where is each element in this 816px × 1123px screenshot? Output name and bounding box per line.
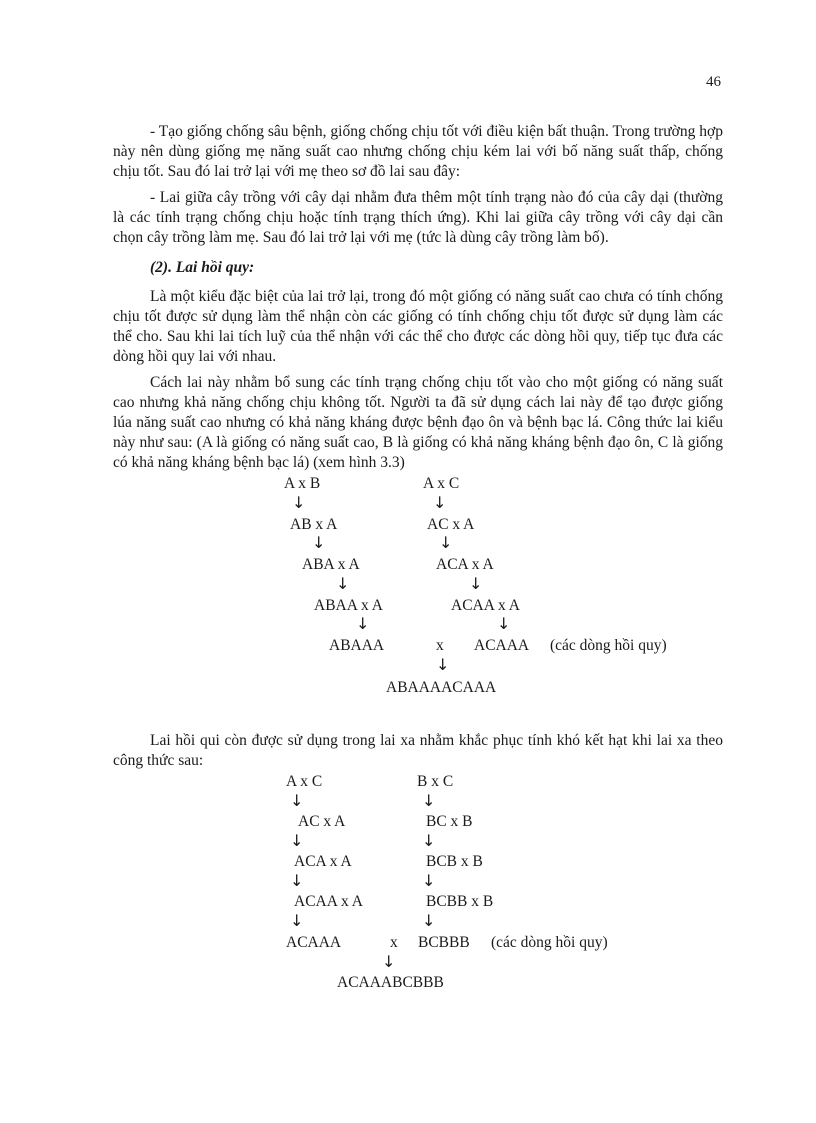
diagram-node: BCBB x B (426, 893, 494, 910)
down-arrow-icon: ↓ (336, 574, 350, 593)
down-arrow-icon: ↓ (312, 533, 326, 552)
down-arrow-icon: ↓ (290, 791, 304, 810)
diagram-node: A x B (284, 475, 321, 492)
down-arrow-icon: ↓ (433, 493, 447, 512)
down-arrow-icon: ↓ (292, 493, 306, 512)
diagram-node: B x C (417, 773, 454, 790)
diagram-node: AC x A (427, 516, 475, 533)
paragraph: Cách lai này nhằm bổ sung các tính trạng chống chịu tốt vào cho một giống có năng suất cao nhưng khả năng chống chịu không tốt. Người ta đã sử dụng cách lai này để tạo được giống lúa năng suất cao nhưng có khả năng kháng được bệnh đạo ôn và bệnh bạc lá. Công thức lai kiểu này như sau: (A là giống có năng suất cao, B là giống có khả năng kháng bệnh đạo ôn, C là giống có khả năng kháng bệnh bạc lá) (xem hình 3.3) (113, 374, 723, 471)
diagram-node: ACAAA (474, 637, 530, 654)
diagram-node: ACAA x A (294, 893, 363, 910)
diagram-node: BCB x B (426, 853, 483, 870)
down-arrow-icon: ↓ (422, 871, 436, 890)
diagram-node: ACA x A (436, 556, 494, 573)
down-arrow-icon: ↓ (436, 655, 450, 674)
cross-symbol: x (436, 637, 444, 654)
paragraph: - Lai giữa cây trồng với cây dại nhằm đưa thêm một tính trạng nào đó của cây dại (thường là các tính trạng chống chịu hoặc tính trạng thích ứng). Khi lai giữa cây trồng với cây dại cần chọn cây trồng làm mẹ. Sau đó lai trở lại với mẹ (tức là dùng cây trồng làm bố). (113, 189, 723, 246)
down-arrow-icon: ↓ (290, 831, 304, 850)
diagram-node: AB x A (290, 516, 338, 533)
diagram-node: ACAAA (286, 934, 342, 951)
diagram-note: (các dòng hồi quy) (491, 934, 608, 951)
down-arrow-icon: ↓ (422, 791, 436, 810)
down-arrow-icon: ↓ (290, 911, 304, 930)
down-arrow-icon: ↓ (290, 871, 304, 890)
diagram-node: ACAA x A (451, 597, 520, 614)
diagram-node: BC x B (426, 813, 473, 830)
paragraph: - Tạo giống chống sâu bệnh, giống chống chịu tốt với điều kiện bất thuận. Trong trường hợp này nên dùng giống mẹ năng suất cao nhưng chống chịu kém lai với bố năng suất thấp, chống chịu tốt. Sau đó lai trở lại với mẹ theo sơ đồ lai sau đây: (113, 123, 723, 180)
cross-symbol: x (390, 934, 398, 951)
down-arrow-icon: ↓ (356, 614, 370, 633)
diagram-node: A x C (423, 475, 460, 492)
paragraph: Là một kiểu đặc biệt của lai trở lại, trong đó một giống có năng suất cao chưa có tính chống chịu tốt được sử dụng làm thể nhận còn các giống có tính chống chịu tốt được sử dụng làm các thể cho. Sau khi lai tích luỹ của thể nhận với các thể cho được các dòng hồi quy, tiếp tục đưa các dòng hồi quy lai với nhau. (113, 288, 723, 365)
down-arrow-icon: ↓ (382, 952, 396, 971)
page-number: 46 (706, 74, 721, 90)
diagram-node: ABAAA (329, 637, 385, 654)
diagram-node: BCBBB (418, 934, 470, 951)
down-arrow-icon: ↓ (422, 911, 436, 930)
down-arrow-icon: ↓ (422, 831, 436, 850)
diagram-node: A x C (286, 773, 323, 790)
diagram-node: ACA x A (294, 853, 352, 870)
paragraph: Lai hồi qui còn được sử dụng trong lai xa nhằm khắc phục tính khó kết hạt khi lai xa theo công thức sau: (113, 732, 723, 769)
diagram-result: ACAAABCBBB (337, 974, 444, 991)
diagram-note: (các dòng hồi quy) (550, 637, 667, 654)
diagram-node: ABA x A (302, 556, 360, 573)
diagram-result: ABAAAACAAA (386, 679, 497, 696)
diagram-node: AC x A (298, 813, 346, 830)
down-arrow-icon: ↓ (469, 574, 483, 593)
section-heading: (2). Lai hồi quy: (150, 259, 255, 276)
down-arrow-icon: ↓ (439, 533, 453, 552)
diagram-node: ABAA x A (314, 597, 383, 614)
down-arrow-icon: ↓ (497, 614, 511, 633)
